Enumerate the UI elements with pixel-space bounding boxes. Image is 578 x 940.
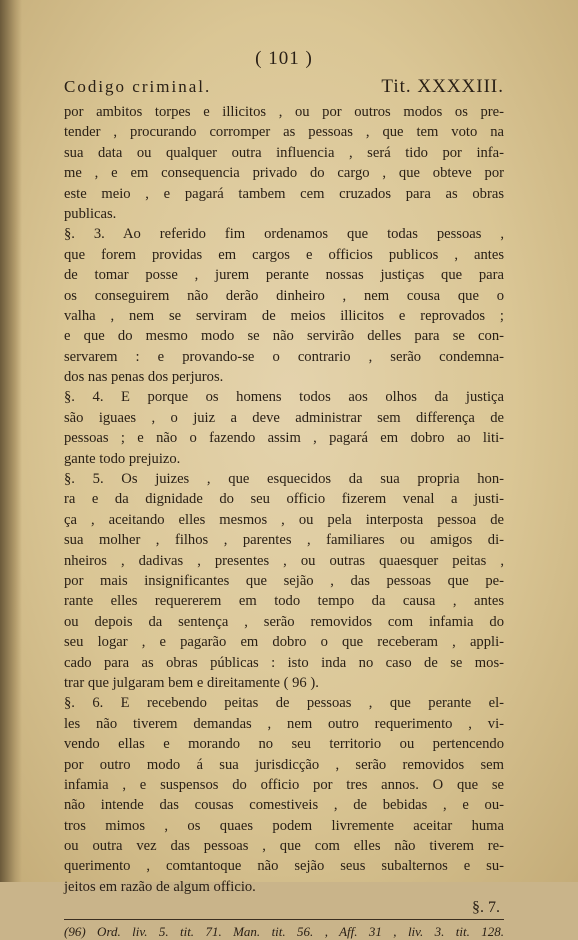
- text-line: ou outra vez das pessoas , que com elles não tiverem re-: [64, 838, 504, 855]
- text-line: dos nas penas dos perjuros.: [64, 369, 224, 386]
- text-line: não intende das cousas comestiveis , de bebidas , e ou-: [64, 797, 504, 814]
- text-line: por ambitos torpes e illicitos , ou por outros modos os pre-: [64, 104, 504, 120]
- text-line: este meio , e pagará tambem cem cruzados para as obras: [64, 185, 504, 202]
- text-line: valha , nem se serviram de meios illicitos e reprovados ;: [64, 307, 504, 324]
- text-line: gante todo prejuizo.: [64, 450, 181, 467]
- text-line: tender , procurando corromper as pessoas , que tem voto na: [64, 124, 504, 141]
- body-text: [64, 102, 504, 897]
- text-line: §. 3. Ao referido fim ordenamos que todas pessoas ,: [64, 226, 504, 243]
- text-line: jeitos em razão de algum officio.: [64, 878, 256, 895]
- text-line: que forem providas em cargos e officios publicos , antes: [64, 246, 504, 263]
- text-line: rante elles requererem em todo tempo da causa , antes: [64, 593, 504, 610]
- text-line: §. 5. Os juizes , que esquecidos da sua propria hon-: [64, 471, 504, 488]
- text-line: por mais insignificantes que sejão , das pessoas que pe-: [64, 572, 504, 589]
- text-line: sua data ou qualquer outra influencia , será tido por infa-: [64, 144, 504, 161]
- text-line: cado para as obras públicas : isto inda no caso de se mos-: [64, 654, 504, 671]
- running-header-section: Tit. XXXXIII.: [381, 76, 504, 97]
- text-line: §. 4. E porque os homens todos aos olhos da justiça: [64, 389, 504, 406]
- text-line: publicas.: [64, 205, 117, 222]
- text-line: vendo ellas e morando no seu territorio ou pertencendo: [64, 736, 504, 753]
- page-number: ( 101 ): [255, 48, 313, 69]
- text-line: infamia , e suspensos do officio por tres annos. O que se: [64, 776, 504, 793]
- text-line: e que do mesmo modo se não servirão delles para se con-: [64, 328, 504, 345]
- text-line: ça , aceitando elles mesmos , ou pela interposta pessoa de: [64, 511, 504, 528]
- text-line: trar que julgaram bem e direitamente ( 96 ).: [64, 674, 319, 691]
- text-line: por outro modo á sua jurisdicção , serão removidos sem: [64, 756, 504, 773]
- page-gutter-shadow: [0, 0, 22, 882]
- text-line: ra e da dignidade do seu officio fizerem venal a justi-: [64, 491, 504, 508]
- text-line: os conseguirem não derão dinheiro , nem cousa que o: [64, 287, 504, 304]
- text-line: seu logar , e pagarão em dobro o que receberam , appli-: [64, 634, 504, 651]
- text-line: nheiros , dadivas , presentes , ou outras quaesquer peitas ,: [64, 552, 504, 569]
- footnote-rule: [64, 919, 504, 920]
- text-line: servarem : e provando-se o contrario , serão condemna-: [64, 348, 504, 365]
- text-line: les não tiverem demandas , nem outro requerimento , vi-: [64, 715, 504, 732]
- text-line: sua molher , filhos , parentes , familiares ou amigos di-: [64, 532, 504, 549]
- running-header: [64, 76, 504, 98]
- text-line: são iguaes , o juiz a deve administrar sem differença de: [64, 409, 504, 426]
- text-line: tros mimos , os quaes podem livremente aceitar huma: [64, 817, 504, 834]
- text-line: querimento , comtantoque não sejão seus subalternos e su-: [64, 858, 504, 875]
- text-line: me , e em consequencia privado do cargo , que obteve por: [64, 165, 504, 182]
- text-line: pessoas ; e não o fazendo assim , pagará em dobro ao liti-: [64, 430, 504, 447]
- text-block: [64, 48, 504, 940]
- text-line: ou depois da sentença , serão removidos com infamia do: [64, 613, 504, 630]
- text-line: §. 6. E recebendo peitas de pessoas , que perante el-: [64, 695, 504, 712]
- footnote: (96) Ord. liv. 5. tit. 71. Man. tit. 56. , Aff. 31 , liv. 3. tit. 128.: [64, 924, 504, 940]
- running-header-title: Codigo criminal.: [64, 77, 212, 96]
- text-line: de tomar posse , jurem perante nossas justiças que para: [64, 267, 504, 284]
- catchword: §. 7.: [472, 899, 500, 917]
